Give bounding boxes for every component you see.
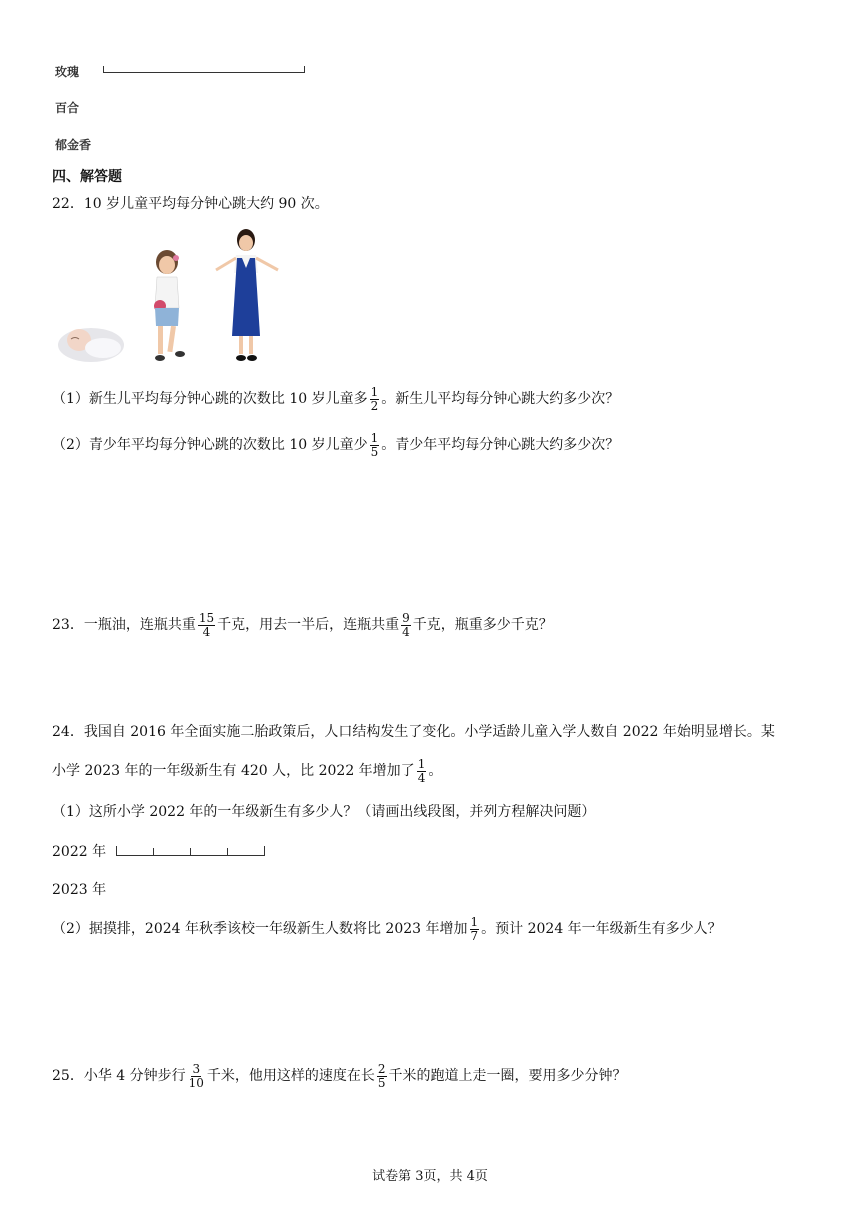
q22-part1 [52,384,620,413]
q23 [52,610,553,639]
denominator: 4 [402,624,410,639]
numerator: 1 [417,756,426,771]
q24-line2-end: 。 [428,763,443,779]
flower-label-rose: 玫瑰 [55,65,80,79]
fraction [188,1063,205,1090]
section-title: 四、解答题 [52,169,122,185]
fraction [370,386,380,413]
q25 [52,1061,627,1090]
q25-text-3: 千米的跑道上走一圈，要用多少分钟？ [388,1068,627,1084]
q24-line1: 24．我国自 2016 年全面实施二胎政策后，人口结构发生了变化。小学适龄儿童入学人数自 2022 年始明显增长。某 [52,724,775,740]
q22-part2-question: 。青少年平均每分钟心跳大约多少次？ [381,437,620,453]
q22-part2-text: （2）青少年平均每分钟心跳的次数比 10 岁儿童少 [52,437,368,453]
fraction [401,612,411,639]
page-footer: 试卷第 3页，共 4页 [372,1169,488,1184]
q22-stem: 22．10 岁儿童平均每分钟心跳大约 90 次。 [52,196,329,212]
fraction [198,612,215,639]
q22-part2 [52,430,620,459]
numerator: 1 [370,384,379,399]
denominator: 5 [370,444,379,459]
denominator: 2 [370,398,379,413]
q23-text-3: 千克，瓶重多少千克？ [412,617,553,633]
q24-label-2023: 2023 年 [52,882,107,898]
q22-part1-question: 。新生儿平均每分钟心跳大约多少次？ [381,391,620,407]
denominator: 7 [470,928,479,943]
numerator: 1 [370,430,379,445]
numerator: 15 [198,610,215,625]
q24-part2-text: （2）据摸排，2024 年秋季该校一年级新生人数将比 2023 年增加 [52,921,468,937]
child-girl-illustration [140,248,196,368]
denominator: 4 [202,624,211,639]
denominator: 5 [377,1075,386,1090]
denominator: 10 [188,1075,204,1090]
q25-text-2: 千米，他用这样的速度在长 [206,1068,375,1084]
q24-part2-question: 。预计 2024 年一年级新生有多少人？ [481,921,722,937]
fraction [377,1063,387,1090]
q24-label-2022: 2022 年 [52,844,107,860]
numerator: 1 [470,914,479,929]
q24-part2 [52,914,722,943]
q25-text-1: 25．小华 4 分钟步行 [52,1068,186,1084]
numerator: 3 [192,1061,201,1076]
q23-text-1: 23．一瓶油，连瓶共重 [52,617,196,633]
q24-line2 [52,756,443,785]
fraction [470,916,480,943]
q24-part1: （1）这所小学 2022 年的一年级新生有多少人？（请画出线段图，并列方程解决问题） [52,804,596,820]
numerator: 2 [377,1061,386,1076]
fraction [370,432,380,459]
newborn-baby-illustration [55,315,127,365]
flower-label-lily: 百合 [55,101,80,115]
q24-line2-text: 小学 2023 年的一年级新生有 420 人，比 2022 年增加了 [52,763,415,779]
q23-text-2: 千克，用去一半后，连瓶共重 [217,617,400,633]
fraction [417,758,427,785]
numerator: 9 [402,610,410,625]
teenage-girl-illustration [212,228,284,368]
denominator: 4 [417,770,426,785]
q22-part1-text: （1）新生儿平均每分钟心跳的次数比 10 岁儿童多 [52,391,368,407]
flower-label-tulip: 郁金香 [55,138,92,152]
